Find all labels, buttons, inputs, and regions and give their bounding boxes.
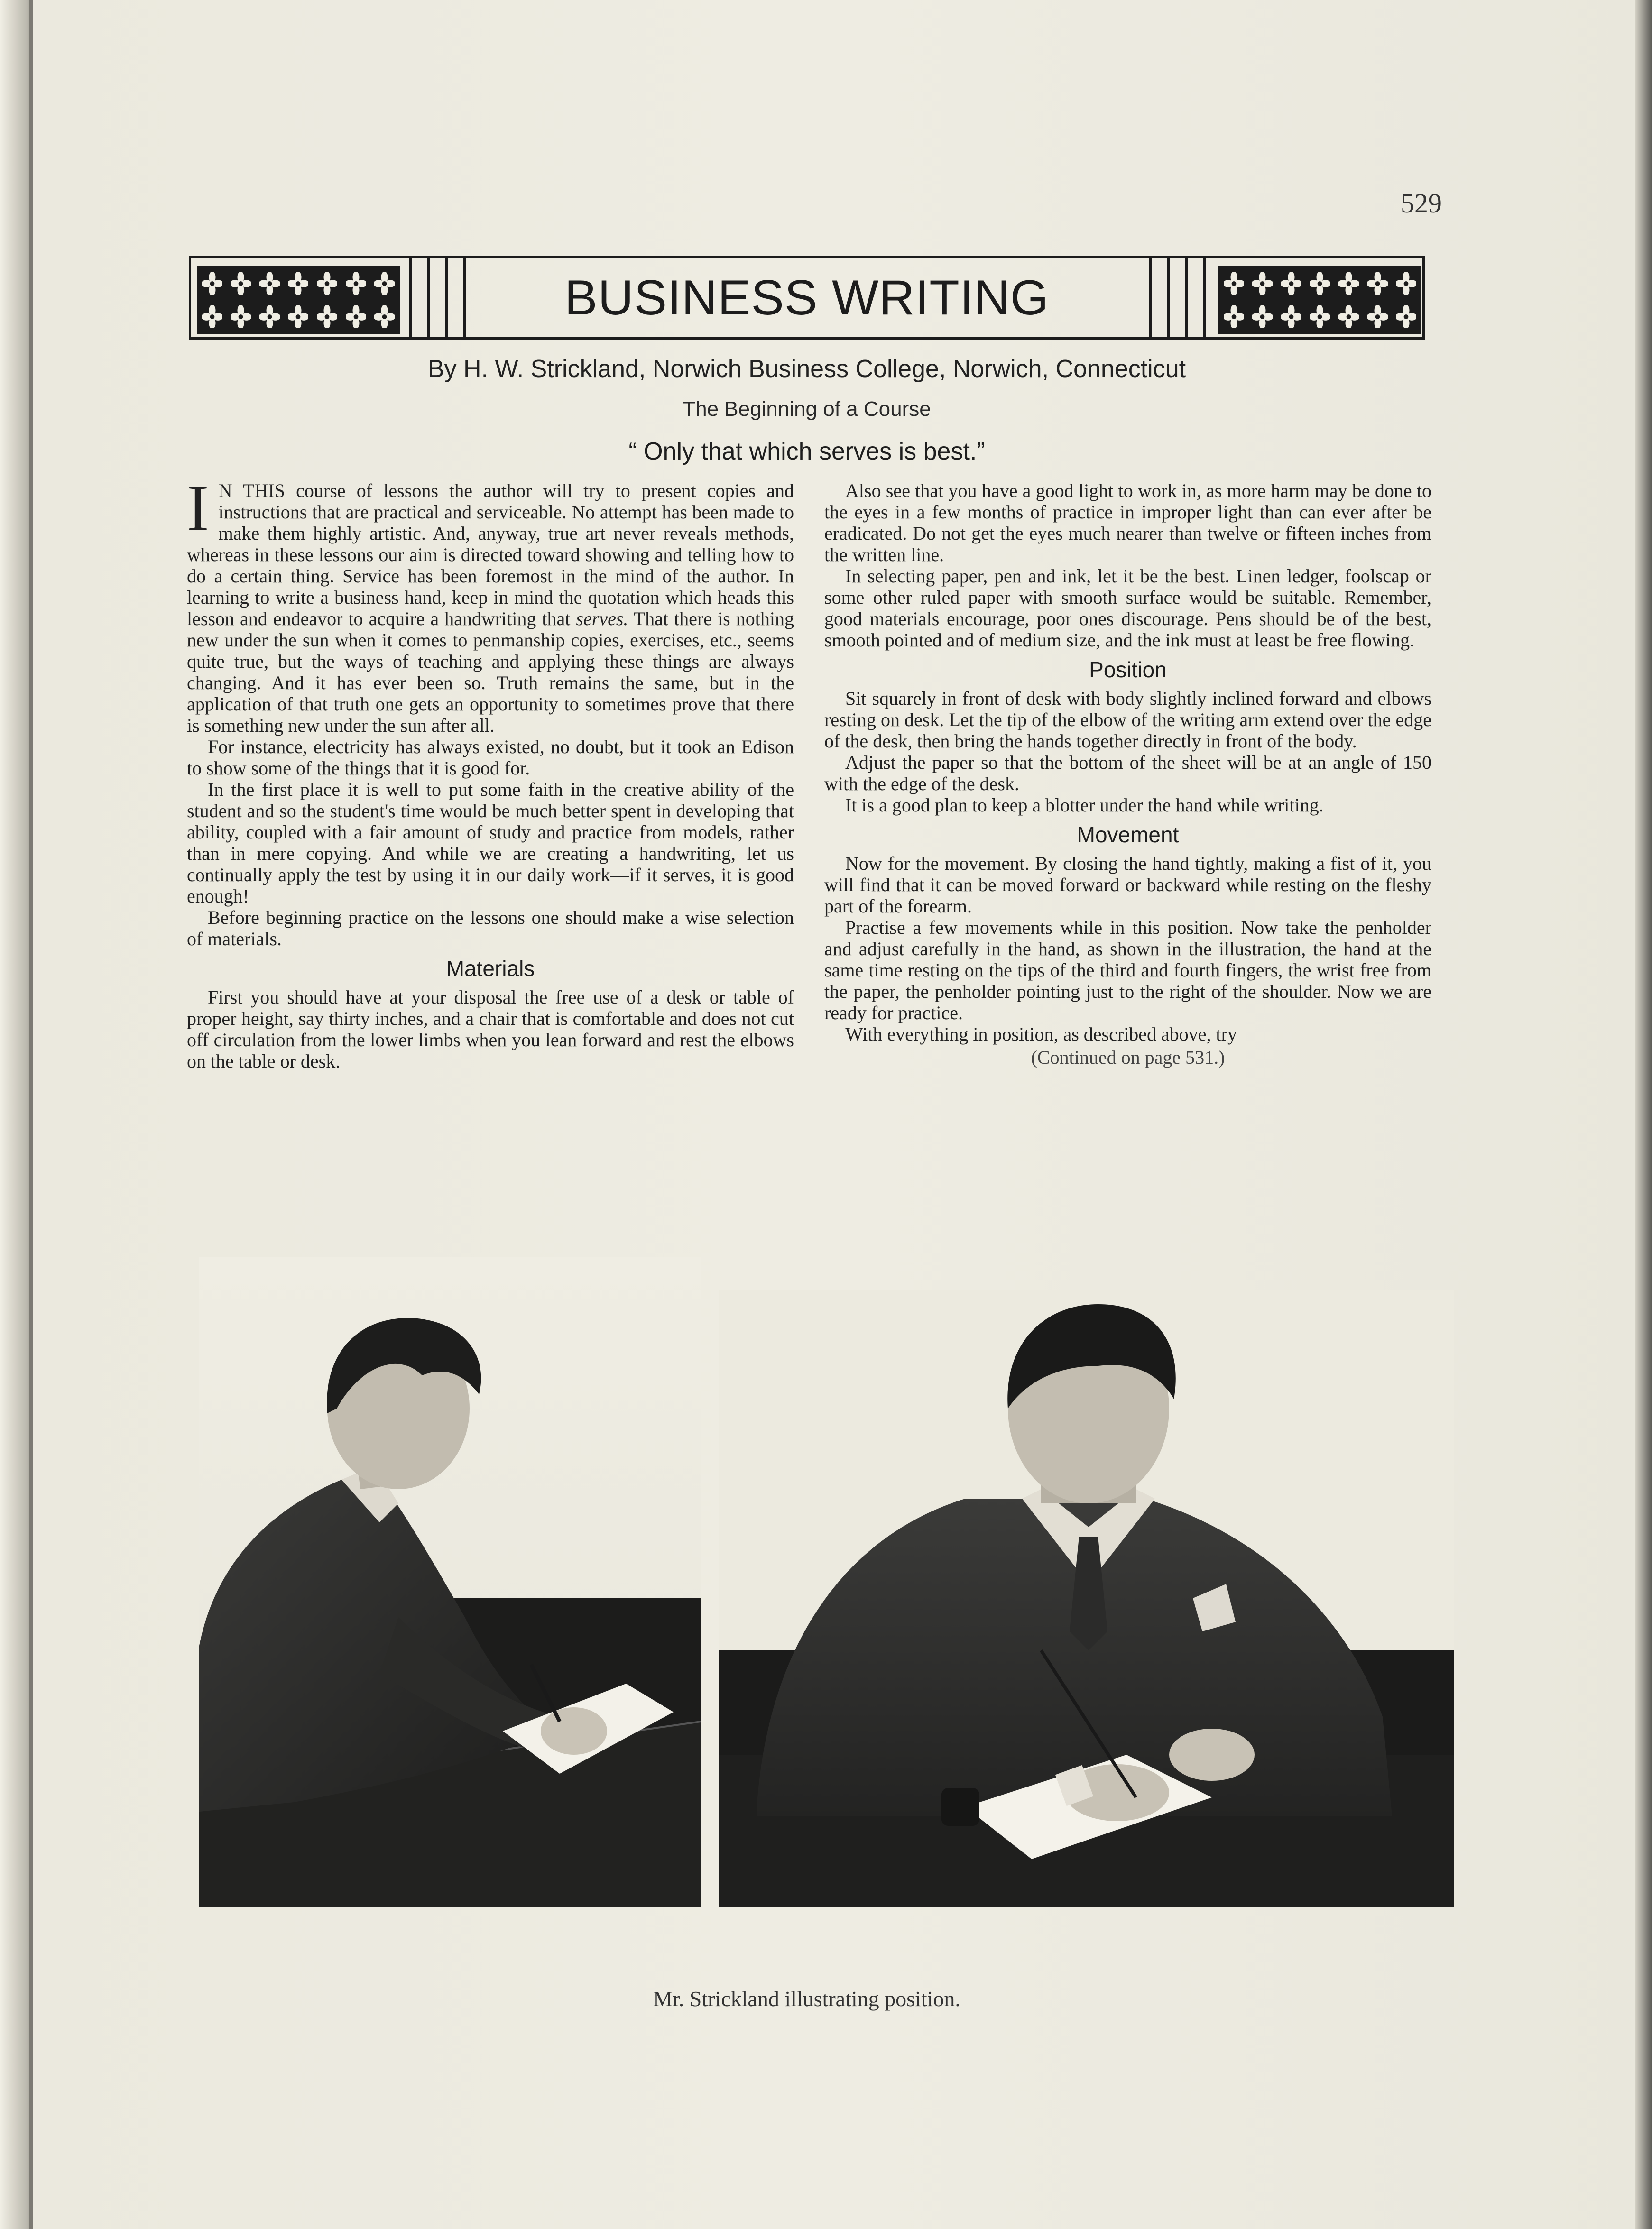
paragraph: In selecting paper, pen and ink, let it be the best. Linen ledger, foolscap or some other ruled paper with smooth surface would be suitable. Remember, good materials encourage, poor ones discourage. Pens should be of the best, smooth pointed and of medium size, and the ink must at least be free flowing. bbox=[824, 565, 1431, 651]
paragraph: Adjust the paper so that the bottom of the sheet will be at an angle of 150 with the edge of the desk. bbox=[824, 752, 1431, 794]
paragraph: It is a good plan to keep a blotter under the hand while writing. bbox=[845, 794, 1324, 816]
title-banner bbox=[189, 256, 1425, 340]
photo-writing-position-front bbox=[719, 1290, 1454, 1907]
epigraph-quote: “ Only that which serves is best.” bbox=[628, 438, 985, 465]
paragraph: Now for the movement. By closing the hand tightly, making a fist of it, you will find that it can be moved forward or backward while resting on the fleshy part of the forearm. bbox=[824, 853, 1431, 917]
paragraph: Practise a few movements while in this position. Now take the penholder and adjust carefully in the hand, as shown in the illustration, the hand at the same time resting on the tips of the third and fourth fingers, the wrist free from the paper, the penholder pointing just to the right of the shoulder. Now we are ready for practice. bbox=[824, 917, 1431, 1023]
section-heading-position: Position bbox=[1089, 657, 1167, 682]
subtitle: The Beginning of a Course bbox=[683, 397, 931, 421]
section-heading-movement: Movement bbox=[1077, 822, 1179, 847]
photo-writing-position-side bbox=[199, 1257, 701, 1907]
banner-rule bbox=[1185, 258, 1188, 337]
page-gutter bbox=[29, 0, 33, 2229]
banner-rule bbox=[1167, 258, 1170, 337]
paragraph: Before beginning practice on the lessons one should make a wise selection of materials. bbox=[187, 907, 794, 949]
photo-front-view-image bbox=[719, 1290, 1454, 1907]
banner-rule bbox=[1203, 258, 1206, 337]
photo-caption: Mr. Strickland illustrating position. bbox=[653, 1987, 960, 2011]
continued-note: (Continued on page 531.) bbox=[1031, 1047, 1225, 1068]
paragraph: Also see that you have a good light to work in, as more harm may be done to the eyes in a few months of practice in improper light than can ever after be eradicated. Do not get the eyes much nearer than twelve or fifteen inches from the written line. bbox=[824, 480, 1431, 565]
page-number: 529 bbox=[1401, 188, 1442, 219]
ornament-right-icon bbox=[1218, 266, 1421, 334]
intro-paragraph: I N THIS course of lessons the author will try to present copies and instructions that are practical and serviceable. No attempt has been made to make them highly artistic. And, anyway, true art never reveals methods, whereas in these lessons our aim is directed toward showing and telling how to do a certain thing. Service has been foremost in the mind of the author. In learning to write a business hand, keep in mind the quotation which heads this lesson and endeavor to acquire a handwriting that serves. That there is nothing new under the sun when it comes to penmanship copies, exercises, etc., seems quite true, but the ways of teaching and applying these things are always changing. And it has ever been so. Truth remains the same, but in the application of that truth one gets an opportunity to sometimes prove that there is something new under the sun after all. bbox=[187, 471, 794, 736]
page-right-edge bbox=[1635, 0, 1652, 2229]
paragraph: In the first place it is well to put some faith in the creative ability of the student and so the student's time would be much better spent in developing that ability, coupled with a fair amount of study and practice from models, rather than in mere copying. And while we are creating a handwriting, let us continually apply the test by using it in our daily work—if it serves, it is good enough! bbox=[187, 779, 794, 907]
banner-rule bbox=[1149, 258, 1152, 337]
article-title: BUSINESS WRITING bbox=[564, 270, 1049, 325]
paragraph: First you should have at your disposal the free use of a desk or table of proper height, say thirty inches, and a chair that is comfortable and does not cut off circulation from the lower limbs when you lean forward and rest the elbows on the table or desk. bbox=[187, 986, 794, 1072]
left-column bbox=[187, 471, 794, 1072]
drop-cap: I bbox=[187, 471, 209, 545]
right-column bbox=[824, 480, 1431, 1068]
book-binding-shadow bbox=[0, 0, 33, 2229]
paragraph: For instance, electricity has always existed, no doubt, but it took an Edison to show some of the things that it is good for. bbox=[187, 736, 794, 779]
section-heading-materials: Materials bbox=[446, 956, 535, 981]
photo-side-view-image bbox=[199, 1257, 701, 1907]
paragraph: Sit squarely in front of desk with body slightly inclined forward and elbows resting on desk. Let the tip of the elbow of the writing arm extend over the edge of the desk, then bring the hands together directly in front of the body. bbox=[824, 688, 1431, 752]
byline: By H. W. Strickland, Norwich Business College, Norwich, Connecticut bbox=[427, 355, 1186, 383]
paragraph: With everything in position, as described above, try bbox=[845, 1023, 1237, 1045]
